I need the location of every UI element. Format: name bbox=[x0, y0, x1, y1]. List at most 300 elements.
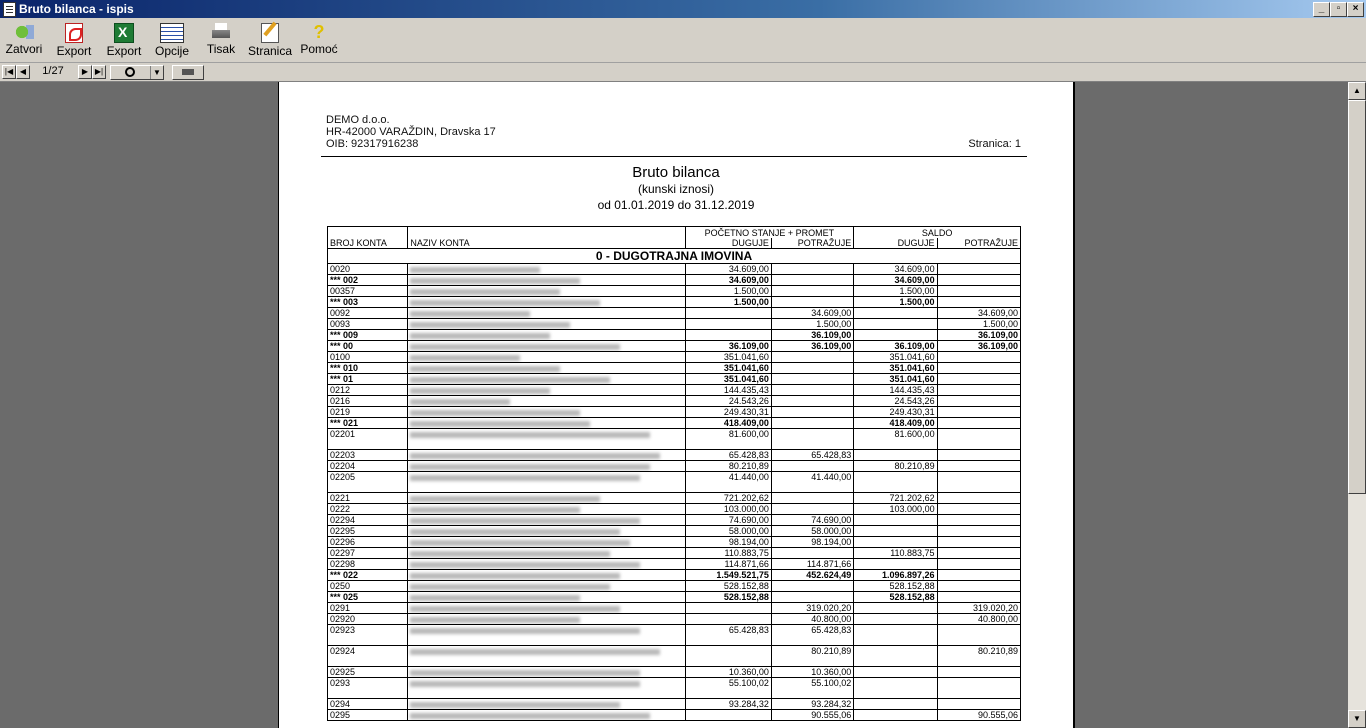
cell-pd: 24.543,26 bbox=[685, 396, 771, 407]
cell-konto: 0295 bbox=[328, 710, 408, 721]
cell-sp bbox=[937, 275, 1020, 286]
table-row bbox=[328, 341, 1021, 352]
cell-konto: 0100 bbox=[328, 352, 408, 363]
cell-pp bbox=[771, 493, 853, 504]
zatvori-button[interactable]: Zatvori bbox=[4, 21, 44, 61]
redacted-text bbox=[410, 388, 550, 394]
cell-pp bbox=[771, 374, 853, 385]
cell-konto: 0291 bbox=[328, 603, 408, 614]
redacted-text bbox=[410, 464, 650, 470]
cell-konto: 00357 bbox=[328, 286, 408, 297]
cell-sp bbox=[937, 286, 1020, 297]
cell-pd: 351.041,60 bbox=[685, 374, 771, 385]
redacted-text bbox=[410, 595, 580, 601]
cell-naziv-redacted bbox=[408, 603, 685, 614]
cell-konto: 0093 bbox=[328, 319, 408, 330]
cell-konto: 0216 bbox=[328, 396, 408, 407]
table-row bbox=[328, 450, 1021, 461]
cell-naziv-redacted bbox=[408, 385, 685, 396]
cell-sd bbox=[854, 537, 937, 548]
table-row bbox=[328, 537, 1021, 548]
cell-konto: 02925 bbox=[328, 667, 408, 678]
cell-sd bbox=[854, 450, 937, 461]
table-row bbox=[328, 625, 1021, 646]
cell-sp bbox=[937, 374, 1020, 385]
page-indicator: 1/27 bbox=[42, 65, 64, 77]
cell-sd bbox=[854, 710, 937, 721]
cell-sd: 418.409,00 bbox=[854, 418, 937, 429]
cell-pp: 10.360,00 bbox=[771, 667, 853, 678]
help-icon: ? bbox=[313, 22, 325, 42]
redacted-text bbox=[410, 713, 650, 719]
table-row bbox=[328, 297, 1021, 308]
cell-pd: 528.152,88 bbox=[685, 592, 771, 603]
close-folder-icon bbox=[14, 23, 34, 41]
cell-sp: 80.210,89 bbox=[937, 646, 1020, 667]
cell-pd: 103.000,00 bbox=[685, 504, 771, 515]
cell-pp: 90.555,06 bbox=[771, 710, 853, 721]
zoom-select[interactable] bbox=[110, 65, 164, 80]
cell-sp bbox=[937, 418, 1020, 429]
cell-sp bbox=[937, 385, 1020, 396]
table-row bbox=[328, 493, 1021, 504]
pomoc-button[interactable]: ? Pomoć bbox=[300, 22, 338, 56]
cell-konto: 02298 bbox=[328, 559, 408, 570]
cell-naziv-redacted bbox=[408, 548, 685, 559]
cell-sd bbox=[854, 559, 937, 570]
redacted-text bbox=[410, 606, 620, 612]
col-group-promet: POČETNO STANJE + PROMET bbox=[685, 227, 854, 238]
cell-pp bbox=[771, 297, 853, 308]
last-page-button[interactable]: ▶| bbox=[92, 65, 106, 79]
cell-sd: 528.152,88 bbox=[854, 592, 937, 603]
cell-pd: 74.690,00 bbox=[685, 515, 771, 526]
cell-sd bbox=[854, 515, 937, 526]
chevron-down-icon[interactable]: ▼ bbox=[150, 66, 163, 79]
cell-pp: 1.500,00 bbox=[771, 319, 853, 330]
table-row bbox=[328, 581, 1021, 592]
cell-pd: 351.041,60 bbox=[685, 352, 771, 363]
cell-konto: 0221 bbox=[328, 493, 408, 504]
table-row bbox=[328, 515, 1021, 526]
redacted-text bbox=[410, 702, 620, 708]
cell-sp: 1.500,00 bbox=[937, 319, 1020, 330]
prev-page-button[interactable]: ◀ bbox=[16, 65, 30, 79]
header-divider bbox=[321, 156, 1027, 157]
cell-sd bbox=[854, 308, 937, 319]
table-row bbox=[328, 592, 1021, 603]
cell-konto: 0020 bbox=[328, 264, 408, 275]
cell-konto: 02204 bbox=[328, 461, 408, 472]
cell-konto: 0219 bbox=[328, 407, 408, 418]
cell-pd: 249.430,31 bbox=[685, 407, 771, 418]
cell-konto: *** 002 bbox=[328, 275, 408, 286]
table-row bbox=[328, 614, 1021, 625]
cell-konto: *** 022 bbox=[328, 570, 408, 581]
table-row bbox=[328, 319, 1021, 330]
redacted-text bbox=[410, 540, 630, 546]
cell-naziv-redacted bbox=[408, 678, 685, 699]
magnifier-icon bbox=[125, 67, 135, 77]
cell-pp bbox=[771, 264, 853, 275]
cell-sd: 110.883,75 bbox=[854, 548, 937, 559]
cell-naziv-redacted bbox=[408, 352, 685, 363]
cell-sp bbox=[937, 678, 1020, 699]
cell-naziv-redacted bbox=[408, 493, 685, 504]
cell-pd: 81.600,00 bbox=[685, 429, 771, 450]
cell-pp bbox=[771, 418, 853, 429]
table-row bbox=[328, 363, 1021, 374]
cell-pp bbox=[771, 385, 853, 396]
printer-icon bbox=[211, 23, 231, 41]
redacted-text bbox=[410, 355, 520, 361]
cell-konto: 02295 bbox=[328, 526, 408, 537]
cell-pp bbox=[771, 548, 853, 559]
cell-konto: 0294 bbox=[328, 699, 408, 710]
cell-pd: 65.428,83 bbox=[685, 450, 771, 461]
table-row bbox=[328, 603, 1021, 614]
cell-naziv-redacted bbox=[408, 374, 685, 385]
cell-pp bbox=[771, 352, 853, 363]
cell-sp: 36.109,00 bbox=[937, 330, 1020, 341]
cell-naziv-redacted bbox=[408, 614, 685, 625]
cell-sp bbox=[937, 515, 1020, 526]
cell-pd: 144.435,43 bbox=[685, 385, 771, 396]
cell-pd: 93.284,32 bbox=[685, 699, 771, 710]
cell-konto: *** 025 bbox=[328, 592, 408, 603]
cell-pp bbox=[771, 407, 853, 418]
table-row bbox=[328, 667, 1021, 678]
cell-sd: 1.096.897,26 bbox=[854, 570, 937, 581]
cell-sp bbox=[937, 537, 1020, 548]
cell-pp: 36.109,00 bbox=[771, 341, 853, 352]
redacted-text bbox=[410, 649, 660, 655]
minimize-button[interactable]: _ bbox=[1313, 2, 1330, 17]
report-viewport[interactable] bbox=[0, 82, 1348, 728]
cell-sp bbox=[937, 396, 1020, 407]
cell-konto: 02201 bbox=[328, 429, 408, 450]
cell-konto: 02294 bbox=[328, 515, 408, 526]
cell-sd: 24.543,26 bbox=[854, 396, 937, 407]
redacted-text bbox=[410, 366, 560, 372]
stranica-button[interactable]: Stranica bbox=[248, 21, 292, 61]
balance-table bbox=[327, 226, 1021, 721]
redacted-text bbox=[410, 628, 640, 634]
cell-pp bbox=[771, 363, 853, 374]
cell-naziv-redacted bbox=[408, 461, 685, 472]
cell-pp: 41.440,00 bbox=[771, 472, 853, 493]
pdf-icon bbox=[65, 23, 83, 43]
cell-pp: 58.000,00 bbox=[771, 526, 853, 537]
cell-naziv-redacted bbox=[408, 472, 685, 493]
cell-sd: 34.609,00 bbox=[854, 275, 937, 286]
cell-pp: 80.210,89 bbox=[771, 646, 853, 667]
cell-sd bbox=[854, 526, 937, 537]
cell-pd: 34.609,00 bbox=[685, 275, 771, 286]
cell-sd bbox=[854, 472, 937, 493]
redacted-text bbox=[410, 681, 640, 687]
cell-pp bbox=[771, 504, 853, 515]
tisak-button[interactable]: Tisak bbox=[204, 21, 238, 61]
table-row bbox=[328, 699, 1021, 710]
table-row bbox=[328, 472, 1021, 493]
cell-konto: 02924 bbox=[328, 646, 408, 667]
cell-konto: *** 009 bbox=[328, 330, 408, 341]
redacted-text bbox=[410, 475, 640, 481]
cell-konto: 02920 bbox=[328, 614, 408, 625]
cell-naziv-redacted bbox=[408, 429, 685, 450]
cell-naziv-redacted bbox=[408, 319, 685, 330]
cell-sp bbox=[937, 548, 1020, 559]
cell-sd: 721.202,62 bbox=[854, 493, 937, 504]
table-row bbox=[328, 330, 1021, 341]
cell-sp bbox=[937, 667, 1020, 678]
redacted-text bbox=[410, 289, 560, 295]
scroll-up-button[interactable]: ▲ bbox=[1348, 82, 1366, 100]
cell-pp: 98.194,00 bbox=[771, 537, 853, 548]
cell-konto: 02297 bbox=[328, 548, 408, 559]
cell-pp bbox=[771, 592, 853, 603]
redacted-text bbox=[410, 267, 540, 273]
col-saldo-duguje: DUGUJE bbox=[854, 238, 937, 249]
cell-naziv-redacted bbox=[408, 592, 685, 603]
cell-naziv-redacted bbox=[408, 710, 685, 721]
cell-pd: 98.194,00 bbox=[685, 537, 771, 548]
cell-sp bbox=[937, 592, 1020, 603]
redacted-text bbox=[410, 584, 610, 590]
cell-pd bbox=[685, 710, 771, 721]
cell-sd: 103.000,00 bbox=[854, 504, 937, 515]
cell-pd: 36.109,00 bbox=[685, 341, 771, 352]
section-title: 0 - DUGOTRAJNA IMOVINA bbox=[328, 249, 1021, 264]
cell-sd: 144.435,43 bbox=[854, 385, 937, 396]
table-row bbox=[328, 646, 1021, 667]
cell-konto: 02205 bbox=[328, 472, 408, 493]
report-subtitle: (kunski iznosi) bbox=[637, 182, 715, 196]
vertical-scrollbar[interactable] bbox=[1348, 82, 1366, 728]
cell-pd: 80.210,89 bbox=[685, 461, 771, 472]
cell-sp bbox=[937, 493, 1020, 504]
cell-sd bbox=[854, 319, 937, 330]
redacted-text bbox=[410, 377, 610, 383]
redacted-text bbox=[410, 421, 590, 427]
close-button[interactable]: × bbox=[1347, 2, 1364, 17]
cell-konto: 0092 bbox=[328, 308, 408, 319]
table-row bbox=[328, 461, 1021, 472]
table-row bbox=[328, 286, 1021, 297]
cell-naziv-redacted bbox=[408, 646, 685, 667]
cell-pd: 721.202,62 bbox=[685, 493, 771, 504]
report-title: Bruto bilanca bbox=[632, 164, 720, 181]
col-naziv-konta: NAZIV KONTA bbox=[408, 227, 685, 249]
cell-sp: 36.109,00 bbox=[937, 341, 1020, 352]
redacted-text bbox=[410, 573, 620, 579]
cell-pp bbox=[771, 581, 853, 592]
toolbar bbox=[0, 19, 1366, 63]
cell-pd bbox=[685, 319, 771, 330]
cell-naziv-redacted bbox=[408, 581, 685, 592]
cell-sp bbox=[937, 297, 1020, 308]
table-row bbox=[328, 548, 1021, 559]
table-row bbox=[328, 385, 1021, 396]
cell-sp bbox=[937, 407, 1020, 418]
redacted-text bbox=[410, 333, 550, 339]
cell-pd: 110.883,75 bbox=[685, 548, 771, 559]
scroll-down-button[interactable]: ▼ bbox=[1348, 710, 1366, 728]
cell-sd: 351.041,60 bbox=[854, 374, 937, 385]
redacted-text bbox=[410, 453, 660, 459]
report-period: od 01.01.2019 do 31.12.2019 bbox=[597, 198, 755, 212]
cell-sd bbox=[854, 603, 937, 614]
cell-sd: 528.152,88 bbox=[854, 581, 937, 592]
redacted-text bbox=[410, 399, 510, 405]
cell-konto: *** 003 bbox=[328, 297, 408, 308]
cell-pp: 65.428,83 bbox=[771, 625, 853, 646]
navigation-bar bbox=[0, 63, 1366, 82]
cell-sp bbox=[937, 625, 1020, 646]
redacted-text bbox=[410, 278, 580, 284]
redacted-text bbox=[410, 311, 530, 317]
col-broj-konta: BROJ KONTA bbox=[328, 227, 408, 249]
cell-naziv-redacted bbox=[408, 450, 685, 461]
cell-naziv-redacted bbox=[408, 363, 685, 374]
redacted-text bbox=[410, 432, 650, 438]
cell-sd bbox=[854, 625, 937, 646]
cell-naziv-redacted bbox=[408, 418, 685, 429]
cell-naziv-redacted bbox=[408, 275, 685, 286]
cell-pd: 114.871,66 bbox=[685, 559, 771, 570]
company-name: DEMO d.o.o. bbox=[326, 114, 390, 126]
cell-pp: 452.624,49 bbox=[771, 570, 853, 581]
next-page-button[interactable]: ▶ bbox=[78, 65, 92, 79]
cell-sd bbox=[854, 646, 937, 667]
cell-pd: 10.360,00 bbox=[685, 667, 771, 678]
cell-konto: *** 021 bbox=[328, 418, 408, 429]
cell-sp bbox=[937, 264, 1020, 275]
cell-pd: 418.409,00 bbox=[685, 418, 771, 429]
cell-sd bbox=[854, 699, 937, 710]
cell-sd bbox=[854, 614, 937, 625]
redacted-text bbox=[410, 617, 580, 623]
cell-pp: 65.428,83 bbox=[771, 450, 853, 461]
cell-naziv-redacted bbox=[408, 396, 685, 407]
quick-print-button[interactable] bbox=[172, 65, 204, 80]
report-page bbox=[278, 82, 1075, 728]
redacted-text bbox=[410, 507, 580, 513]
table-row bbox=[328, 418, 1021, 429]
page-number: Stranica: 1 bbox=[968, 138, 1021, 150]
table-row bbox=[328, 570, 1021, 581]
redacted-text bbox=[410, 518, 640, 524]
cell-naziv-redacted bbox=[408, 625, 685, 646]
cell-pd: 34.609,00 bbox=[685, 264, 771, 275]
cell-naziv-redacted bbox=[408, 308, 685, 319]
export-pdf-button[interactable]: Export bbox=[54, 21, 94, 61]
first-page-button[interactable]: |◀ bbox=[2, 65, 16, 79]
table-row bbox=[328, 559, 1021, 570]
cell-pd bbox=[685, 603, 771, 614]
cell-naziv-redacted bbox=[408, 286, 685, 297]
cell-sp bbox=[937, 699, 1020, 710]
redacted-text bbox=[410, 551, 610, 557]
cell-pd: 1.500,00 bbox=[685, 297, 771, 308]
company-oib: OIB: 92317916238 bbox=[326, 138, 419, 150]
cell-pp: 34.609,00 bbox=[771, 308, 853, 319]
redacted-text bbox=[410, 496, 600, 502]
cell-pp: 55.100,02 bbox=[771, 678, 853, 699]
cell-naziv-redacted bbox=[408, 537, 685, 548]
cell-sd: 351.041,60 bbox=[854, 363, 937, 374]
cell-sd: 80.210,89 bbox=[854, 461, 937, 472]
opcije-button[interactable]: Opcije bbox=[153, 21, 191, 61]
title-bar bbox=[0, 0, 1366, 18]
cell-sp bbox=[937, 352, 1020, 363]
cell-pd bbox=[685, 330, 771, 341]
cell-naziv-redacted bbox=[408, 297, 685, 308]
cell-pd bbox=[685, 646, 771, 667]
col-group-saldo: SALDO bbox=[854, 227, 1021, 238]
redacted-text bbox=[410, 529, 620, 535]
cell-sd bbox=[854, 330, 937, 341]
table-row bbox=[328, 308, 1021, 319]
cell-sp: 90.555,06 bbox=[937, 710, 1020, 721]
cell-pp bbox=[771, 286, 853, 297]
cell-pd: 55.100,02 bbox=[685, 678, 771, 699]
table-row bbox=[328, 504, 1021, 515]
redacted-text bbox=[410, 410, 580, 416]
company-address: HR-42000 VARAŽDIN, Dravska 17 bbox=[326, 126, 496, 138]
cell-konto: *** 010 bbox=[328, 363, 408, 374]
cell-sd bbox=[854, 678, 937, 699]
cell-naziv-redacted bbox=[408, 515, 685, 526]
restore-button[interactable]: ▫ bbox=[1330, 2, 1347, 17]
cell-pd: 65.428,83 bbox=[685, 625, 771, 646]
cell-naziv-redacted bbox=[408, 667, 685, 678]
cell-pp: 36.109,00 bbox=[771, 330, 853, 341]
cell-naziv-redacted bbox=[408, 341, 685, 352]
cell-pp bbox=[771, 429, 853, 450]
export-excel-button[interactable]: X Export bbox=[104, 21, 144, 61]
cell-sp: 34.609,00 bbox=[937, 308, 1020, 319]
cell-naziv-redacted bbox=[408, 526, 685, 537]
cell-sd: 36.109,00 bbox=[854, 341, 937, 352]
cell-sp bbox=[937, 570, 1020, 581]
cell-naziv-redacted bbox=[408, 699, 685, 710]
cell-pp: 319.020,20 bbox=[771, 603, 853, 614]
window-title: Bruto bilanca - ispis bbox=[19, 2, 134, 16]
scroll-thumb[interactable] bbox=[1348, 100, 1366, 494]
cell-sp: 40.800,00 bbox=[937, 614, 1020, 625]
redacted-text bbox=[410, 300, 600, 306]
cell-sd: 1.500,00 bbox=[854, 297, 937, 308]
table-row bbox=[328, 429, 1021, 450]
cell-konto: *** 00 bbox=[328, 341, 408, 352]
table-row bbox=[328, 710, 1021, 721]
cell-sd: 351.041,60 bbox=[854, 352, 937, 363]
cell-pp: 93.284,32 bbox=[771, 699, 853, 710]
window-icon[interactable] bbox=[3, 2, 16, 17]
cell-pp bbox=[771, 275, 853, 286]
cell-sp bbox=[937, 450, 1020, 461]
options-icon bbox=[160, 23, 184, 43]
cell-pd: 58.000,00 bbox=[685, 526, 771, 537]
col-saldo-potrazuje: POTRAŽUJE bbox=[937, 238, 1020, 249]
cell-pp: 74.690,00 bbox=[771, 515, 853, 526]
cell-naziv-redacted bbox=[408, 264, 685, 275]
cell-pd: 1.500,00 bbox=[685, 286, 771, 297]
cell-konto: *** 01 bbox=[328, 374, 408, 385]
cell-pp bbox=[771, 396, 853, 407]
